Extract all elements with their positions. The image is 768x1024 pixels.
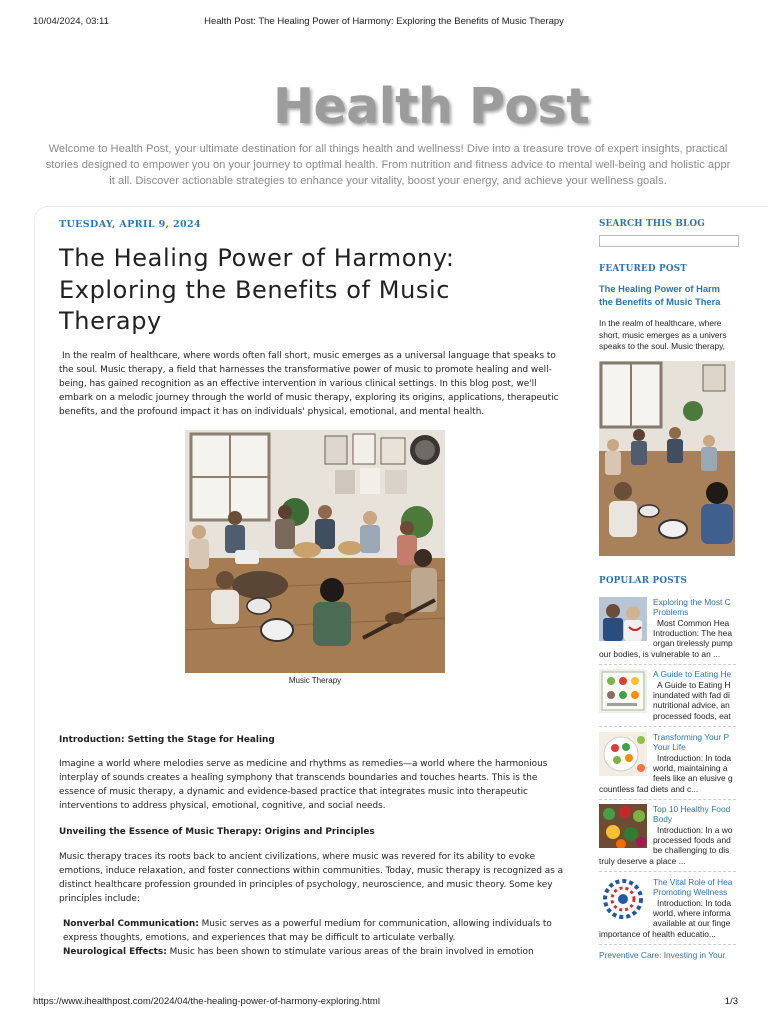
popular-post-snippet: [599, 898, 736, 939]
featured-title-line[interactable]: the Benefits of Music Thera: [599, 297, 721, 307]
popular-title-line[interactable]: Your Life: [653, 742, 686, 752]
popular-snippet-line: world, where informa: [653, 908, 731, 919]
popular-snippet-line: feels like an elusive g: [653, 773, 733, 784]
featured-post-image[interactable]: [599, 361, 735, 556]
popular-snippet-line: be challenging to dis: [653, 845, 730, 856]
popular-snippet-line: nutritional advice, an: [653, 700, 730, 711]
featured-title-line[interactable]: The Healing Power of Harm: [599, 284, 720, 294]
popular-snippet-line: Most Common Hea: [657, 618, 730, 628]
list-item-text: Music has been shown to stimulate various areas of the brain involved in emotion: [166, 947, 534, 957]
popular-snippet-line: truly deserve a place ...: [599, 855, 686, 866]
popular-post[interactable]: [599, 877, 736, 943]
print-page-number: 1/3: [724, 996, 738, 1007]
popular-snippet-line: Introduction: In a wo: [657, 825, 733, 835]
popular-title-line[interactable]: Promoting Wellness: [653, 887, 728, 897]
popular-snippet-line: Introduction: In toda: [657, 898, 732, 908]
list-item-label: Nonverbal Communication:: [63, 919, 199, 929]
popular-title-line[interactable]: Transforming Your P: [653, 732, 730, 742]
popular-post-title[interactable]: [653, 877, 736, 897]
section-paragraph: Imagine a world where melodies serve as medicine and rhythms as remedies—a world where the harmonious interplay of sounds creates a healing symphony that transcends boundaries and touches hearts. This is the essence of music therapy, a dynamic and evidence-based practice that integrates music into therapeutic interventions to address physical, emotional, cognitive, and social needs.: [59, 759, 548, 811]
popular-post[interactable]: [599, 732, 736, 798]
popular-post-title[interactable]: [653, 597, 736, 617]
post-date: TUESDAY, APRIL 9, 2024: [59, 219, 202, 230]
popular-snippet-line: world, maintaining a: [653, 763, 728, 774]
divider: [599, 726, 736, 727]
blog-description-line: stories designed to empower you on your journey to optimal health. From nutrition and fitness advice to mental well-being and holistic appr: [45, 159, 731, 171]
search-heading: SEARCH THIS BLOG: [599, 219, 705, 229]
featured-snippet-line: In the realm of healthcare, where: [599, 318, 722, 328]
section-heading: [59, 825, 571, 839]
popular-post-title[interactable]: [653, 732, 736, 752]
post-intro: [59, 349, 571, 419]
divider: [599, 799, 736, 800]
popular-snippet-line: Introduction: The hea: [653, 628, 732, 639]
popular-snippet-line: processed foods and: [653, 835, 731, 846]
image-caption: Music Therapy: [288, 676, 342, 685]
divider: [599, 871, 736, 872]
list-item: [63, 945, 571, 959]
blog-description: [34, 141, 742, 189]
section-heading: [59, 733, 571, 747]
print-datetime: 10/04/2024, 03:11: [33, 16, 109, 27]
list-item-text: Music serves as a powerful medium for communication, allowing individuals to express thoughts, emotions, and experiences that may be difficult to articulate verbally.: [63, 919, 552, 943]
featured-post-title[interactable]: [599, 283, 735, 309]
list-item: [63, 917, 571, 945]
print-page-title: Health Post: The Healing Power of Harmony: Exploring the Benefits of Music Therapy: [204, 16, 564, 27]
blog-description-line: it all. Discover actionable strategies to enhance your vitality, boost your energy, and achieve your wellness goals.: [109, 175, 667, 187]
print-url: https://www.ihealthpost.com/2024/04/the-healing-power-of-harmony-exploring.html: [33, 996, 380, 1007]
divider: [599, 664, 736, 665]
popular-post-title[interactable]: [653, 669, 736, 679]
popular-snippet-line: processed foods, eat: [653, 710, 731, 721]
popular-title-line[interactable]: A Guide to Eating He: [653, 669, 732, 679]
list-item-label: Neurological Effects:: [63, 947, 167, 957]
popular-post[interactable]: [599, 597, 736, 663]
popular-snippet-line: countless fad diets and c...: [599, 783, 699, 794]
featured-snippet-line: short, music emerges as a univers: [599, 329, 727, 340]
music-therapy-image[interactable]: [185, 430, 445, 673]
popular-snippet-line: inundated with fad di: [653, 690, 730, 701]
popular-title-line[interactable]: Problems: [653, 607, 689, 617]
section-paragraph: Music therapy traces its roots back to ancient civilizations, where music was revered for its ability to evoke emotions, induce relaxation, and foster connections within communities. Today, music therapy is recognized as a distinct healthcare profession grounded in principles of psychology, neuroscience, and music theory. Some key principles include:: [59, 852, 564, 904]
popular-snippet-line: available at our finge: [653, 918, 731, 929]
popular-post-title[interactable]: [653, 804, 736, 824]
popular-heading: POPULAR POSTS: [599, 576, 688, 586]
popular-snippet-line: our bodies, is vulnerable to an ...: [599, 648, 721, 659]
blog-title[interactable]: Health Post: [273, 78, 590, 135]
blog-description-line: Welcome to Health Post, your ultimate destination for all things health and wellness! Dive into a treasure trove of expert insights, practical: [48, 143, 728, 155]
popular-post-snippet: [599, 753, 736, 794]
popular-post[interactable]: [599, 669, 736, 721]
divider: [599, 944, 736, 945]
popular-title-line[interactable]: Body: [653, 814, 673, 824]
featured-heading: FEATURED POST: [599, 264, 687, 274]
popular-snippet-line: organ tirelessly pump: [653, 638, 733, 649]
popular-post-snippet: [599, 825, 736, 866]
popular-snippet-line: importance of health educatio...: [599, 928, 716, 939]
popular-post[interactable]: [599, 804, 736, 870]
popular-snippet-line: A Guide to Eating H: [657, 680, 731, 690]
popular-post-link[interactable]: Preventive Care: Investing in Your: [599, 950, 726, 960]
popular-title-line[interactable]: Top 10 Healthy Food: [653, 804, 731, 814]
featured-post-snippet: [599, 318, 735, 353]
popular-post-snippet: [599, 680, 736, 721]
popular-post-snippet: [599, 618, 736, 659]
popular-title-line[interactable]: The Vital Role of Hea: [653, 877, 733, 887]
post-intro-text: In the realm of healthcare, where words often fall short, music emerges as a universal language that speaks to the soul. Music therapy, a field that harnesses the transformative power of music to promote healing and well-being, has gained recognition as an effective intervention in various clinical settings. In this blog post, we'll embark on a melodic journey through the world of music therapy, exploring its origins, applications, therapeutic benefits, and the profound impact it has on individuals' physical, emotional, and mental health.: [59, 351, 559, 417]
section-heading-text: Unveiling the Essence of Music Therapy: Origins and Principles: [59, 827, 375, 837]
popular-title-line[interactable]: Exploring the Most C: [653, 597, 731, 607]
post-title: The Healing Power of Harmony: Exploring the Benefits of Music Therapy: [59, 244, 455, 335]
popular-snippet-line: Introduction: In toda: [657, 753, 732, 763]
featured-snippet-line: speaks to the soul. Music therapy,: [599, 341, 725, 351]
search-input[interactable]: [599, 235, 739, 247]
section-heading-text: Introduction: Setting the Stage for Healing: [59, 735, 275, 745]
